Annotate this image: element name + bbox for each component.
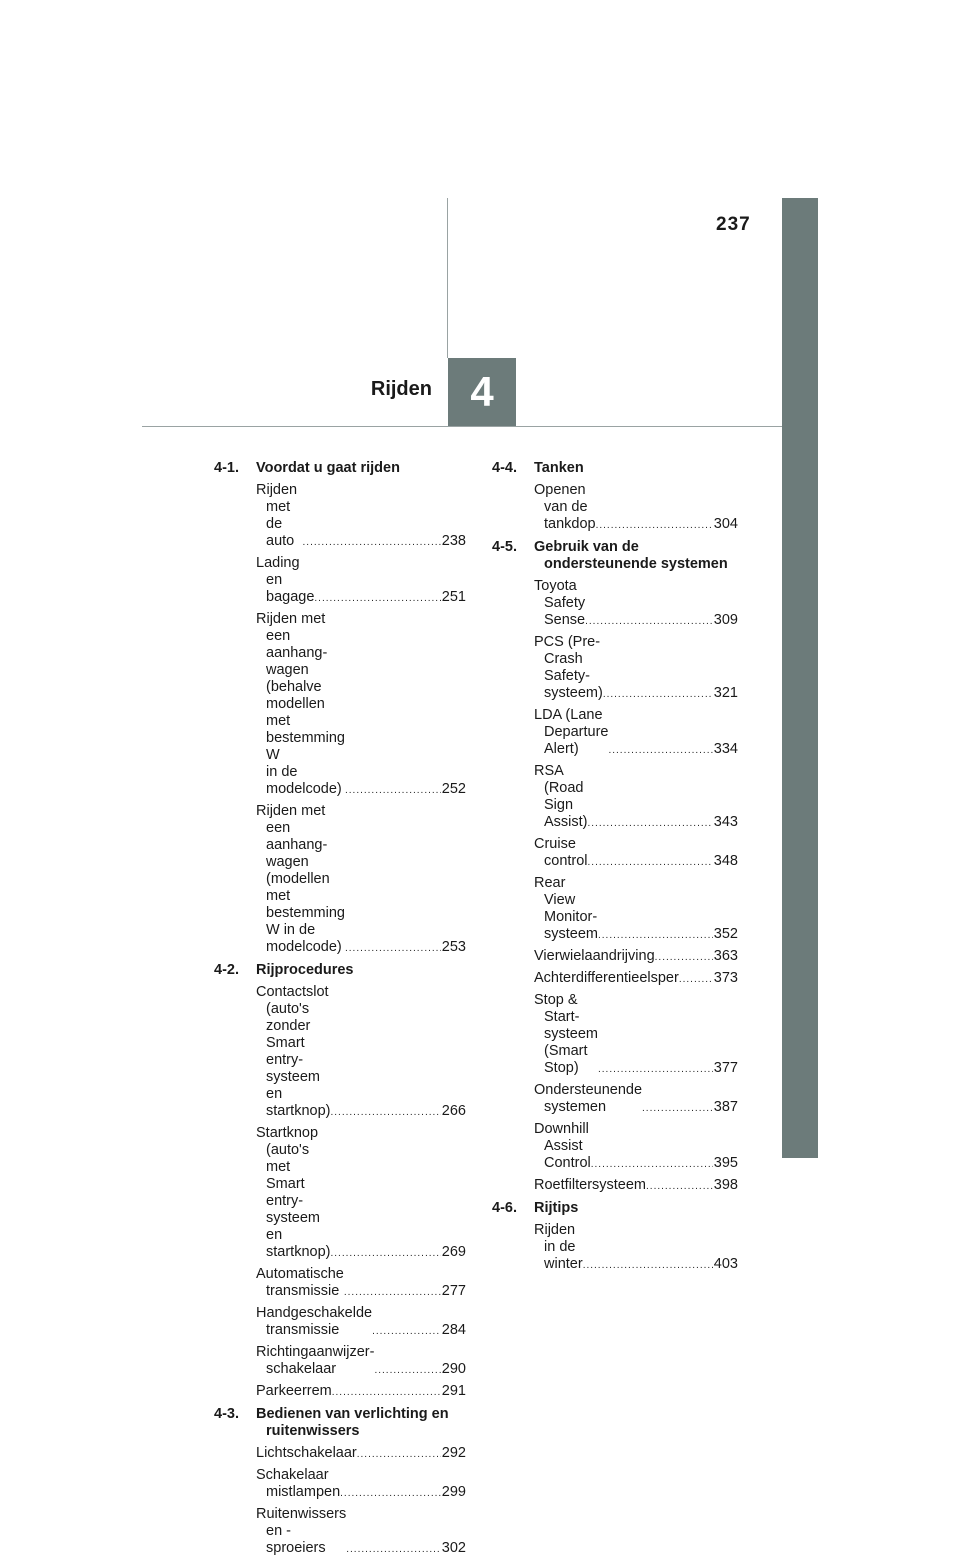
toc-section [214, 460, 466, 956]
toc-entry-title: Roetfiltersysteem [534, 1177, 647, 1193]
section-number: 4-4. [492, 460, 517, 476]
section-number: 4-3. [214, 1406, 239, 1422]
toc-entry[interactable] [256, 555, 466, 606]
dot-leader [679, 972, 713, 987]
toc-entry-page: 321 [713, 685, 738, 701]
section-title[interactable]: Rijprocedures [256, 962, 354, 978]
toc-entry[interactable] [534, 970, 738, 987]
toc-column-right [492, 460, 738, 1279]
page-number: 237 [716, 214, 751, 235]
dot-leader [588, 816, 713, 831]
toc-entry[interactable] [534, 948, 738, 965]
toc-entry[interactable] [534, 578, 738, 629]
dot-leader [646, 1179, 713, 1194]
dot-leader [330, 1105, 440, 1120]
toc-entry-page: 387 [713, 1099, 738, 1115]
toc-entry-title: Richtingaanwijzer- schakelaar [256, 1344, 375, 1377]
dot-leader [598, 928, 713, 943]
toc-entry[interactable] [534, 482, 738, 533]
toc-entry-title: Vierwielaandrijving [534, 948, 655, 964]
toc-column-left [214, 460, 466, 1563]
toc-entry-title: Contactslot (auto's zonder Smart entry-systeem en startknop) [256, 984, 331, 1119]
dot-leader [357, 1447, 441, 1462]
toc-entry[interactable] [534, 836, 738, 870]
toc-entry-page: 403 [713, 1256, 738, 1272]
dot-leader [332, 1385, 441, 1400]
toc-entry-title: Lichtschakelaar [256, 1445, 357, 1461]
toc-entry-title: Rijden met een aanhang- wagen (behalve modellen met bestemming W in de modelcode) [256, 611, 345, 797]
toc-entry-page: 343 [713, 814, 738, 830]
toc-entry-title: Rijden met de auto [256, 482, 298, 549]
toc-entry-page: 253 [441, 939, 466, 955]
toc-entry-page: 292 [441, 1445, 466, 1461]
toc-entry-title: Achterdifferentieelsper [534, 970, 679, 986]
toc-entry-title: Downhill Assist Control [534, 1121, 591, 1171]
chapter-side-tab [782, 198, 818, 1158]
vertical-rule [447, 198, 448, 358]
toc-entry-title: Handgeschakelde transmissie [256, 1305, 373, 1338]
toc-entry[interactable] [256, 1266, 466, 1300]
toc-entry[interactable] [534, 763, 738, 831]
toc-entry-title: Openen van de tankdop [534, 482, 596, 532]
toc-entry[interactable] [256, 1467, 466, 1501]
toc-entry-page: 251 [441, 589, 466, 605]
dot-leader [374, 1363, 440, 1378]
toc-entry-title: Startknop (auto's met Smart entry-systeem en startknop) [256, 1125, 331, 1260]
toc-section [492, 539, 738, 1194]
dot-leader [655, 950, 713, 965]
dot-leader [372, 1324, 441, 1339]
section-title[interactable]: Bedienen van verlichting en ruitenwissers [256, 1406, 449, 1439]
section-title[interactable]: Voordat u gaat rijden [256, 460, 400, 476]
dot-leader [344, 1285, 441, 1300]
toc-entry[interactable] [534, 875, 738, 943]
toc-entry-page: 302 [441, 1540, 466, 1556]
toc-entry-page: 373 [713, 970, 738, 986]
toc-entry[interactable] [256, 1383, 466, 1400]
toc-entry-page: 377 [713, 1060, 738, 1076]
dot-leader [596, 518, 713, 533]
dot-leader [591, 1157, 713, 1172]
toc-section [492, 1200, 738, 1273]
section-number: 4-6. [492, 1200, 517, 1216]
toc-entry-title: Rijden in de winter [534, 1222, 583, 1272]
toc-entry[interactable] [534, 634, 738, 702]
dot-leader [346, 1542, 441, 1557]
toc-entry-title: Rear View Monitor- systeem [534, 875, 598, 942]
toc-entry-title: Schakelaar mistlampen [256, 1467, 341, 1500]
toc-entry-page: 334 [713, 741, 738, 757]
toc-entry-title: Lading en bagage [256, 555, 315, 605]
toc-entry[interactable] [256, 611, 466, 798]
toc-entry[interactable] [256, 803, 466, 956]
section-number: 4-1. [214, 460, 239, 476]
toc-entry-page: 284 [441, 1322, 466, 1338]
toc-entry-page: 252 [441, 781, 466, 797]
toc-entry[interactable] [534, 707, 738, 758]
toc-section [214, 962, 466, 1400]
toc-section [492, 460, 738, 533]
toc-entry[interactable] [534, 1222, 738, 1273]
toc-entry-title: LDA (Lane Departure Alert) [534, 707, 609, 757]
dot-leader [340, 1486, 441, 1501]
toc-entry-page: 266 [441, 1103, 466, 1119]
toc-entry-title: Stop & Start-systeem (Smart Stop) [534, 992, 598, 1076]
toc-entry-page: 290 [441, 1361, 466, 1377]
toc-entry-title: RSA (Road Sign Assist) [534, 763, 588, 830]
toc-entry-page: 309 [713, 612, 738, 628]
toc-entry-page: 299 [441, 1484, 466, 1500]
toc-entry[interactable] [256, 482, 466, 550]
dot-leader [608, 743, 712, 758]
toc-entry[interactable] [256, 1305, 466, 1339]
toc-entry-title: Toyota Safety Sense [534, 578, 586, 628]
toc-entry-page: 363 [713, 948, 738, 964]
horizontal-rule [142, 426, 782, 427]
dot-leader [598, 1062, 713, 1077]
toc-entry[interactable] [534, 1121, 738, 1172]
toc-entry[interactable] [256, 1506, 466, 1557]
section-number: 4-2. [214, 962, 239, 978]
toc-entry-page: 238 [441, 533, 466, 549]
toc-entry-title: Automatische transmissie [256, 1266, 344, 1299]
toc-entry-page: 277 [441, 1283, 466, 1299]
dot-leader [603, 687, 713, 702]
dot-leader [345, 941, 441, 956]
toc-entry-title: Ondersteunende systemen [534, 1082, 643, 1115]
chapter-number-box: 4 [448, 358, 516, 426]
toc-entry-page: 398 [713, 1177, 738, 1193]
toc-entry[interactable] [256, 984, 466, 1120]
toc-entry-title: Rijden met een aanhang- wagen (modellen met bestemming W in de modelcode) [256, 803, 345, 955]
toc-entry-page: 395 [713, 1155, 738, 1171]
dot-leader [642, 1101, 713, 1116]
toc-section [214, 1406, 466, 1557]
section-title[interactable]: Rijtips [534, 1200, 579, 1216]
dot-leader [303, 535, 441, 550]
toc-entry-page: 269 [441, 1244, 466, 1260]
toc-entry-title: Cruise control [534, 836, 588, 869]
toc-entry[interactable] [256, 1125, 466, 1261]
toc-entry[interactable] [534, 1082, 738, 1116]
toc-entry-page: 352 [713, 926, 738, 942]
toc-entry[interactable] [256, 1344, 466, 1378]
toc-entry-page: 348 [713, 853, 738, 869]
dot-leader [585, 614, 713, 629]
section-title[interactable]: Tanken [534, 460, 584, 476]
toc-entry-page: 304 [713, 516, 738, 532]
dot-leader [583, 1258, 713, 1273]
dot-leader [314, 591, 440, 606]
toc-entry-title: Parkeerrem [256, 1383, 332, 1399]
section-number: 4-5. [492, 539, 517, 555]
toc-entry[interactable] [534, 1177, 738, 1194]
chapter-title: Rijden [370, 378, 432, 400]
toc-entry-title: Ruitenwissers en -sproeiers [256, 1506, 347, 1556]
section-title[interactable]: Gebruik van de ondersteunende systemen [534, 539, 728, 572]
dot-leader [345, 783, 441, 798]
toc-entry-title: PCS (Pre-Crash Safety-systeem) [534, 634, 603, 701]
dot-leader [330, 1246, 440, 1261]
toc-entry[interactable] [534, 992, 738, 1077]
toc-entry-page: 291 [441, 1383, 466, 1399]
toc-entry[interactable] [256, 1445, 466, 1462]
dot-leader [588, 855, 713, 870]
